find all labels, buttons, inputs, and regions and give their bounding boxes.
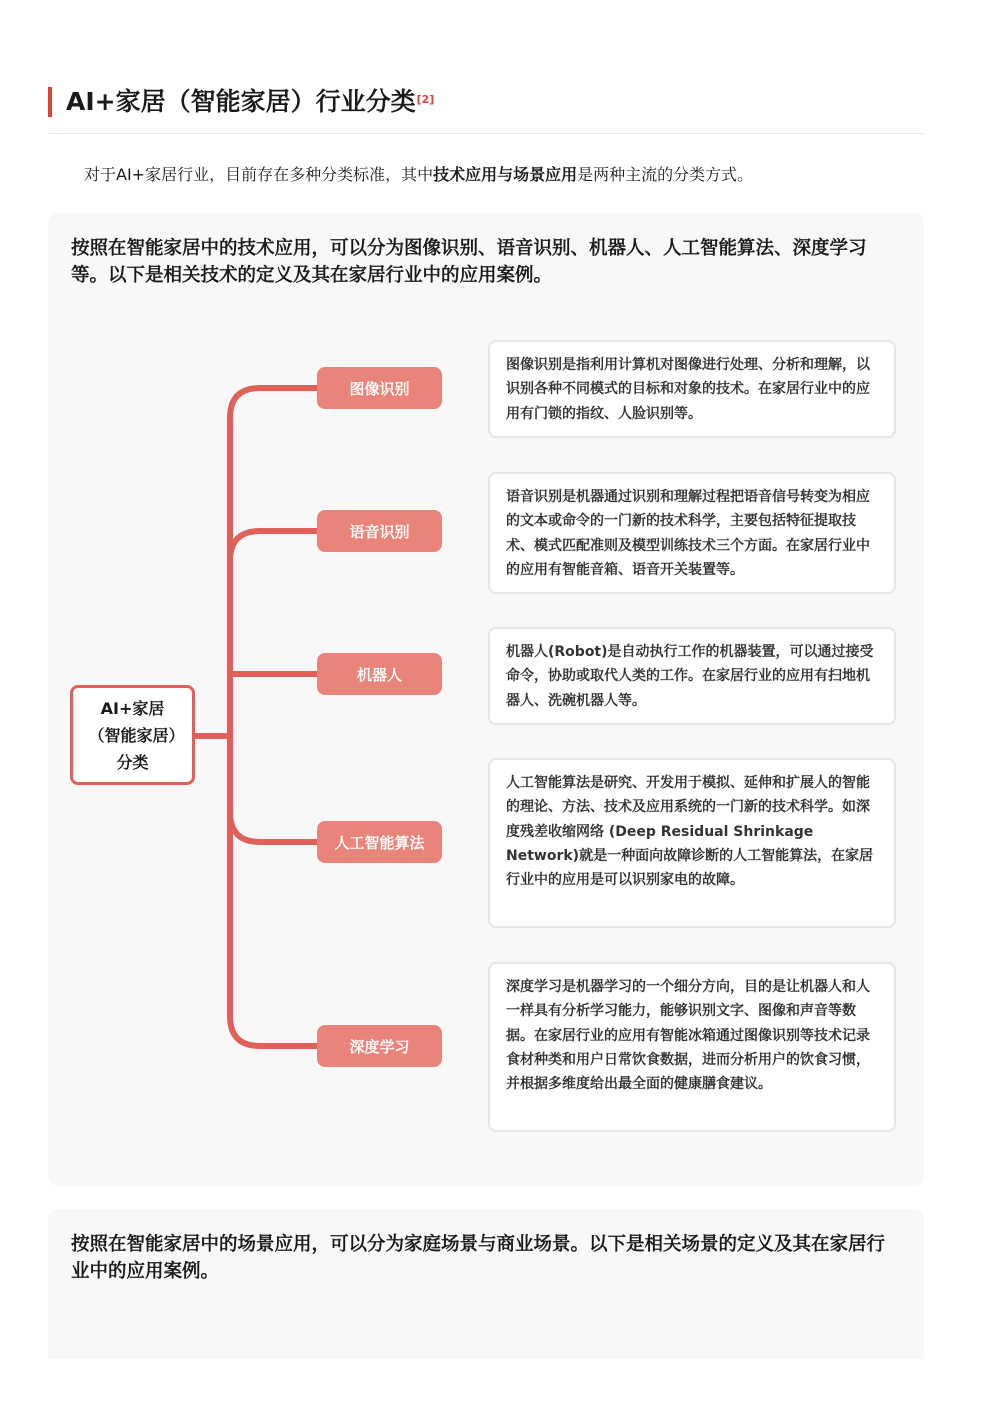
description-card-robot: 机器人(Robot)是自动执行工作的机器装置，可以通过接受命令，协助或取代人类的工作。在家居行业的应用有扫地机器人、洗碗机器人等。 <box>488 627 896 725</box>
scene-panel-heading: 按照在智能家居中的场景应用，可以分为家庭场景与商业场景。以下是相关场景的定义及其在家居行业中的应用案例。 <box>71 1234 886 1282</box>
branch-node-image-recognition: 图像识别 <box>317 367 442 409</box>
mindmap-root-node <box>70 685 195 785</box>
branch-node-deep-learning: 深度学习 <box>317 1025 442 1067</box>
description-card-deep-learning: 深度学习是机器学习的一个细分方向，目的是让机器人和人一样具有分析学习能力，能够识别文字、图像和声音等数据。在家居行业的应用有智能冰箱通过图像识别等技术记录食材种类和用户日常饮食数据，进而分析用户的饮食习惯，并根据多维度给出最全面的健康膳食建议。 <box>488 962 896 1132</box>
branch-node-speech-recognition: 语音识别 <box>317 510 442 552</box>
intro-text-before: 对于AI+家居行业，目前存在多种分类标准，其中 <box>84 165 434 184</box>
connector-branch-1 <box>230 388 317 418</box>
description-card-speech-recognition: 语音识别是机器通过识别和理解过程把语音信号转变为相应的文本或命令的一门新的技术科学，主要包括特征提取技术、模式匹配准则及模型训练技术三个方面。在家居行业中的应用有智能音箱、语音开关装置等。 <box>488 472 896 594</box>
page-title-text: AI+家居（智能家居）行业分类 <box>66 87 416 116</box>
description-card-ai-algorithm: 人工智能算法是研究、开发用于模拟、延伸和扩展人的智能的理论、方法、技术及应用系统的一门新的技术科学。如深度残差收缩网络 (Deep Residual Shrinkage Network)就是一种面向故障诊断的人工智能算法，在家居行业中的应用是可以识别家电的故障。 <box>488 758 896 928</box>
intro-text-after: 是两种主流的分类方式。 <box>577 165 754 184</box>
root-label: AI+家居（智能家居）分类 <box>88 698 177 772</box>
tech-panel-heading: 按照在智能家居中的技术应用，可以分为图像识别、语音识别、机器人、人工智能算法、深度学习等。以下是相关技术的定义及其在家居行业中的应用案例。 <box>71 238 867 286</box>
connector-branch-5 <box>230 1016 317 1046</box>
branch-node-robot: 机器人 <box>317 653 442 695</box>
intro-highlight: 技术应用与场景应用 <box>433 165 578 184</box>
description-card-image-recognition: 图像识别是指利用计算机对图像进行处理、分析和理解，以识别各种不同模式的目标和对象的技术。在家居行业中的应用有门锁的指纹、人脸识别等。 <box>488 340 896 438</box>
reference-mark[interactable]: [2] <box>416 93 435 106</box>
scene-classification-panel <box>48 1209 924 1359</box>
branch-node-ai-algorithm: 人工智能算法 <box>317 821 442 863</box>
connector-branch-2 <box>230 531 317 561</box>
connector-branch-4 <box>230 812 317 842</box>
